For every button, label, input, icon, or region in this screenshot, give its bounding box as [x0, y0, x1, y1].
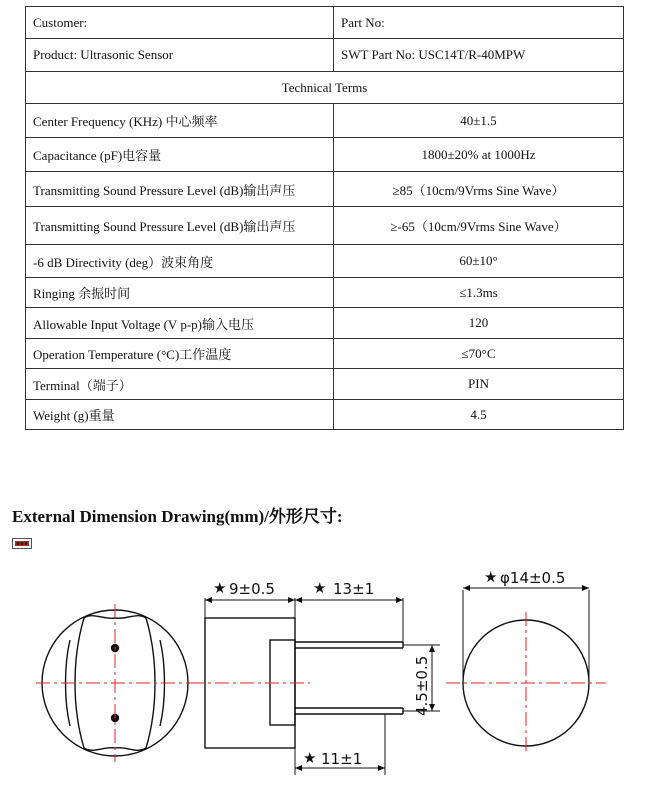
param-value: 1800±20% at 1000Hz — [334, 138, 624, 172]
star-marker: ★ — [303, 749, 317, 767]
table-row — [26, 72, 624, 104]
star-marker: ★ — [313, 579, 327, 597]
table-row — [26, 172, 624, 207]
param-label: Terminal（端子） — [26, 369, 334, 400]
param-value: 120 — [334, 308, 624, 339]
param-value: ≥-65（10cm/9Vrms Sine Wave） — [334, 207, 624, 245]
table-row — [26, 7, 624, 39]
part-no-label: Part No: — [334, 7, 624, 39]
param-label: Allowable Input Voltage (V p-p)输入电压 — [26, 308, 334, 339]
customer-label: Customer: — [26, 7, 334, 39]
broken-image-icon — [12, 538, 32, 549]
table-row — [26, 207, 624, 245]
table-row — [26, 400, 624, 430]
dim-pin-length: 13±1 — [333, 580, 375, 598]
param-label: Transmitting Sound Pressure Level (dB)输出声压 — [26, 207, 334, 245]
dim-pin-spacing: 4.5±0.5 — [413, 655, 431, 716]
spec-table — [25, 6, 624, 430]
center-lines — [36, 604, 606, 762]
param-label: Ringing 余振时间 — [26, 278, 334, 308]
section-title: Technical Terms — [26, 72, 624, 104]
table-row — [26, 278, 624, 308]
dim-lead: 11±1 — [321, 750, 363, 768]
dimension-drawing — [0, 560, 662, 785]
param-label: Transmitting Sound Pressure Level (dB)输出声压 — [26, 172, 334, 207]
table-row — [26, 369, 624, 400]
table-row — [26, 39, 624, 72]
drawing-heading: External Dimension Drawing(mm)/外形尺寸: — [12, 507, 343, 526]
star-marker: ★ — [484, 568, 498, 586]
swt-part-label: SWT Part No: USC14T/R-40MPW — [334, 39, 624, 72]
param-label: -6 dB Directivity (deg）波束角度 — [26, 245, 334, 278]
param-value: ≤70°C — [334, 339, 624, 369]
table-row — [26, 138, 624, 172]
param-label: Capacitance (pF)电容量 — [26, 138, 334, 172]
param-label: Weight (g)重量 — [26, 400, 334, 430]
param-label: Operation Temperature (°C)工作温度 — [26, 339, 334, 369]
dimension-arrows — [205, 585, 589, 771]
product-label: Product: Ultrasonic Sensor — [26, 39, 334, 72]
param-value: ≥85（10cm/9Vrms Sine Wave） — [334, 172, 624, 207]
table-row — [26, 339, 624, 369]
table-row — [26, 308, 624, 339]
table-row — [26, 104, 624, 138]
param-value: 40±1.5 — [334, 104, 624, 138]
dim-diameter: φ14±0.5 — [500, 569, 566, 587]
star-marker: ★ — [213, 579, 227, 597]
param-value: 4.5 — [334, 400, 624, 430]
param-value: ≤1.3ms — [334, 278, 624, 308]
table-row — [26, 245, 624, 278]
param-value: PIN — [334, 369, 624, 400]
param-value: 60±10° — [334, 245, 624, 278]
param-label: Center Frequency (KHz) 中心频率 — [26, 104, 334, 138]
dim-height: 9±0.5 — [229, 580, 275, 598]
